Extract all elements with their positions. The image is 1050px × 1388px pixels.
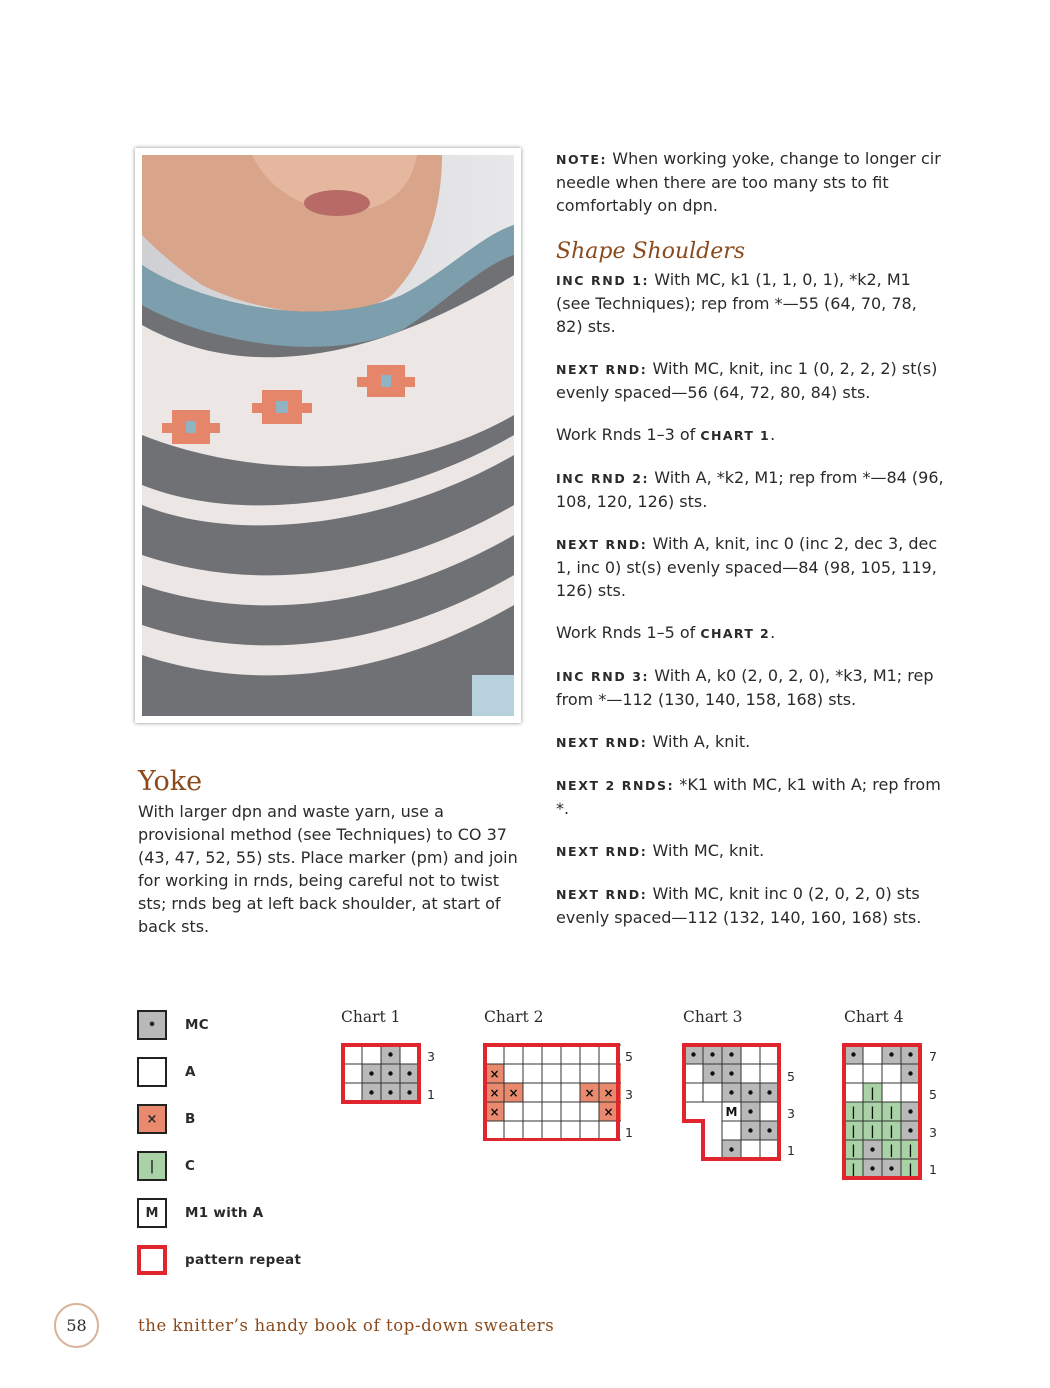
mc-dot-icon	[748, 1090, 752, 1094]
c-bar-icon: |	[851, 1143, 856, 1157]
chart-cell	[741, 1140, 760, 1159]
mc-dot-icon	[729, 1071, 733, 1075]
next-2-rnds-lead: NEXT 2 RNDS:	[556, 778, 675, 793]
next-rnd-2	[556, 532, 948, 602]
a-swatch-icon	[137, 1057, 167, 1087]
next-rnd-5	[556, 882, 948, 929]
mc-dot-icon	[369, 1090, 373, 1094]
chart-cell	[523, 1102, 542, 1121]
chart-cell	[523, 1045, 542, 1064]
chart-2-row-5: 5	[625, 1049, 633, 1064]
next-rnd-2-text: With A, knit, inc 0 (inc 2, dec 3, dec 1, inc 0) st(s) evenly spaced—84 (98, 105, 119, 126) sts.	[556, 534, 938, 600]
b-cross-icon: ×	[508, 1086, 519, 1100]
next-rnd-4-lead: NEXT RND:	[556, 844, 648, 859]
work-chart-2	[556, 621, 948, 645]
chart-cell	[561, 1083, 580, 1102]
chart-cell	[580, 1045, 599, 1064]
note-text: When working yoke, change to longer cir needle when there are too many sts to fit comfortably on dpn.	[556, 149, 941, 215]
chart-cell	[760, 1064, 779, 1083]
next-rnd-5-lead: NEXT RND:	[556, 887, 648, 902]
next-2-rnds-text: *K1 with MC, k1 with A; rep from *.	[556, 775, 941, 818]
chart-cell	[504, 1064, 523, 1083]
mc-dot-icon	[767, 1090, 771, 1094]
mc-dot-icon	[748, 1109, 752, 1113]
shape-shoulders-heading: Shape Shoulders	[556, 239, 746, 264]
chart-cell	[542, 1102, 561, 1121]
chart-cell	[580, 1064, 599, 1083]
mc-dot-icon	[388, 1071, 392, 1075]
c-bar-icon: |	[851, 1105, 856, 1119]
chart-cell	[542, 1045, 561, 1064]
chart-cell	[504, 1121, 523, 1140]
chart-cell	[901, 1083, 920, 1102]
chart-cell	[863, 1045, 882, 1064]
chart-1-grid	[339, 1041, 421, 1105]
b-cross-icon: ×	[489, 1086, 500, 1100]
next-rnd-5-text: With MC, knit inc 0 (2, 0, 2, 0) sts evenly spaced—112 (132, 140, 160, 168) sts.	[556, 884, 922, 927]
mc-dot-icon	[748, 1128, 752, 1132]
mc-dot-icon	[870, 1166, 874, 1170]
note-lead: NOTE:	[556, 152, 608, 167]
next-rnd-2-lead: NEXT RND:	[556, 537, 648, 552]
chart-cell	[684, 1064, 703, 1083]
legend-repeat-label: pattern repeat	[185, 1252, 302, 1268]
c-bar-icon: |	[870, 1105, 875, 1119]
work-chart-1-ref: CHART 1	[700, 428, 771, 443]
mc-swatch-icon: •	[137, 1010, 167, 1040]
chart-4-grid	[840, 1041, 924, 1181]
work-chart-2-ref: CHART 2	[700, 626, 771, 641]
chart-cell	[504, 1045, 523, 1064]
mc-dot-icon	[407, 1090, 411, 1094]
chart-cell	[599, 1045, 618, 1064]
chart-cell	[561, 1064, 580, 1083]
note-paragraph	[556, 147, 948, 217]
chart-4-row-5: 5	[929, 1087, 937, 1102]
chart-cell	[580, 1102, 599, 1121]
chart-cell	[741, 1045, 760, 1064]
mc-dot-icon	[870, 1147, 874, 1151]
legend-m1	[137, 1198, 264, 1228]
inc-rnd-2-lead: INC RND 2:	[556, 471, 650, 486]
chart-cell	[561, 1045, 580, 1064]
chart-cell	[523, 1064, 542, 1083]
mc-dot-icon	[908, 1109, 912, 1113]
chart-cell	[703, 1083, 722, 1102]
m1-swatch-icon: M	[137, 1198, 167, 1228]
mc-dot-icon	[889, 1166, 893, 1170]
chart-cell	[542, 1064, 561, 1083]
chart-2-row-3: 3	[625, 1087, 633, 1102]
mc-dot-icon	[710, 1052, 714, 1056]
chart-cell	[485, 1121, 504, 1140]
next-rnd-1-lead: NEXT RND:	[556, 362, 648, 377]
yoke-section	[138, 766, 523, 938]
chart-cell	[863, 1064, 882, 1083]
chart-cell	[485, 1045, 504, 1064]
b-cross-icon: ×	[603, 1086, 614, 1100]
chart-cell	[760, 1102, 779, 1121]
c-bar-icon: |	[889, 1143, 894, 1157]
next-rnd-1	[556, 357, 948, 404]
legend-mc	[137, 1010, 209, 1040]
c-swatch-icon: |	[137, 1151, 167, 1181]
c-bar-icon: |	[870, 1086, 875, 1100]
sweater-photo-icon	[142, 155, 514, 716]
next-2-rnds	[556, 773, 948, 820]
chart-cell	[760, 1140, 779, 1159]
b-cross-icon: ×	[489, 1067, 500, 1081]
work-chart-2-pre: Work Rnds 1–5 of	[556, 623, 701, 642]
c-bar-icon: |	[908, 1162, 913, 1176]
chart-cell	[542, 1083, 561, 1102]
c-bar-icon: |	[889, 1124, 894, 1138]
next-rnd-3-lead: NEXT RND:	[556, 735, 648, 750]
chart-cell	[362, 1045, 381, 1064]
page-number: 58	[54, 1303, 99, 1348]
chart-cell	[599, 1121, 618, 1140]
inc-rnd-3	[556, 664, 948, 711]
work-chart-1-pre: Work Rnds 1–3 of	[556, 425, 701, 444]
chart-1-row-3: 3	[427, 1049, 435, 1064]
legend-c	[137, 1151, 195, 1181]
legend-a-label: A	[185, 1064, 196, 1080]
c-bar-icon: |	[889, 1105, 894, 1119]
c-bar-icon: |	[851, 1162, 856, 1176]
mc-dot-icon	[388, 1090, 392, 1094]
inc-rnd-3-lead: INC RND 3:	[556, 669, 650, 684]
inc-rnd-1-text: With MC, k1 (1, 1, 0, 1), *k2, M1 (see Techniques); rep from *—55 (64, 70, 78, 82) sts.	[556, 270, 917, 336]
c-bar-icon: |	[908, 1143, 913, 1157]
mc-dot-icon	[851, 1052, 855, 1056]
chart-cell	[741, 1064, 760, 1083]
chart-cell	[343, 1064, 362, 1083]
mc-dot-icon	[710, 1071, 714, 1075]
next-rnd-1-text: With MC, knit, inc 1 (0, 2, 2, 2) st(s) evenly spaced—56 (64, 72, 80, 84) sts.	[556, 359, 938, 402]
mc-dot-icon	[729, 1052, 733, 1056]
chart-3-title: Chart 3	[683, 1008, 743, 1026]
legend-m1-label: M1 with A	[185, 1205, 264, 1221]
chart-3-grid	[680, 1041, 782, 1161]
mc-dot-icon	[908, 1052, 912, 1056]
work-chart-1	[556, 423, 948, 447]
sweater-photo	[135, 148, 521, 723]
chart-cell	[523, 1083, 542, 1102]
next-rnd-4-text: With MC, knit.	[647, 841, 765, 860]
work-chart-2-post: .	[770, 623, 776, 642]
mc-dot-icon	[407, 1071, 411, 1075]
next-rnd-3-text: With A, knit.	[647, 732, 751, 751]
chart-3-row-3: 3	[787, 1106, 795, 1121]
chart-cell	[542, 1121, 561, 1140]
chart-4-row-7: 7	[929, 1049, 937, 1064]
chart-4-title: Chart 4	[844, 1008, 904, 1026]
c-bar-icon: |	[870, 1124, 875, 1138]
chart-cell	[844, 1083, 863, 1102]
inc-rnd-3-text: With A, k0 (2, 0, 2, 0), *k3, M1; rep from *—112 (130, 140, 158, 168) sts.	[556, 666, 934, 709]
legend-b	[137, 1104, 196, 1134]
next-rnd-3	[556, 730, 948, 754]
m1-icon: M	[725, 1105, 738, 1119]
legend-b-label: B	[185, 1111, 196, 1127]
chart-cell	[599, 1064, 618, 1083]
chart-2-title: Chart 2	[484, 1008, 544, 1026]
b-cross-icon: ×	[603, 1105, 614, 1119]
chart-cell	[343, 1083, 362, 1102]
inc-rnd-2-text: With A, *k2, M1; rep from *—84 (96, 108, 120, 126) sts.	[556, 468, 944, 511]
chart-cell	[844, 1064, 863, 1083]
chart-2-grid	[481, 1041, 621, 1141]
chart-2-row-1: 1	[625, 1125, 633, 1140]
chart-cell	[561, 1102, 580, 1121]
chart-cell	[343, 1045, 362, 1064]
mc-dot-icon	[388, 1052, 392, 1056]
chart-cell	[882, 1064, 901, 1083]
legend-repeat	[137, 1245, 301, 1275]
c-bar-icon: |	[851, 1124, 856, 1138]
yoke-text: With larger dpn and waste yarn, use a provisional method (see Techniques) to CO 37 (43, 47, 52, 55) sts. Place marker (pm) and join for working in rnds, being careful not to twist sts; rnds beg at left back shoulder, at start of back sts.	[138, 802, 518, 936]
b-cross-icon: ×	[584, 1086, 595, 1100]
chart-1-row-1: 1	[427, 1087, 435, 1102]
chart-cell	[580, 1121, 599, 1140]
mc-dot-icon	[729, 1147, 733, 1151]
chart-cell	[504, 1102, 523, 1121]
chart-cell	[722, 1121, 741, 1140]
mc-dot-icon	[369, 1071, 373, 1075]
chart-cell	[400, 1045, 419, 1064]
instructions-column	[556, 147, 948, 929]
legend-c-label: C	[185, 1158, 196, 1174]
inc-rnd-2	[556, 466, 948, 513]
book-title: the knitter’s handy book of top-down sweaters	[138, 1316, 555, 1335]
work-chart-1-post: .	[770, 425, 776, 444]
pattern-repeat-swatch-icon	[137, 1245, 167, 1275]
chart-4-row-1: 1	[929, 1162, 937, 1177]
next-rnd-4	[556, 839, 948, 863]
chart-cell	[882, 1083, 901, 1102]
chart-3-row-1: 1	[787, 1143, 795, 1158]
b-cross-icon: ×	[489, 1105, 500, 1119]
chart-3-row-5: 5	[787, 1069, 795, 1084]
mc-dot-icon	[729, 1090, 733, 1094]
chart-cell	[684, 1083, 703, 1102]
mc-dot-icon	[908, 1071, 912, 1075]
chart-cell	[561, 1121, 580, 1140]
legend-mc-label: MC	[185, 1017, 209, 1033]
inc-rnd-1	[556, 268, 948, 338]
mc-dot-icon	[767, 1128, 771, 1132]
chart-1-title: Chart 1	[341, 1008, 401, 1026]
chart-4-row-3: 3	[929, 1125, 937, 1140]
mc-dot-icon	[908, 1128, 912, 1132]
chart-cell	[523, 1121, 542, 1140]
legend-a	[137, 1057, 196, 1087]
chart-cell	[760, 1045, 779, 1064]
b-swatch-icon: ×	[137, 1104, 167, 1134]
inc-rnd-1-lead: INC RND 1:	[556, 273, 650, 288]
mc-dot-icon	[889, 1052, 893, 1056]
mc-dot-icon	[691, 1052, 695, 1056]
yoke-heading: Yoke	[138, 766, 203, 797]
